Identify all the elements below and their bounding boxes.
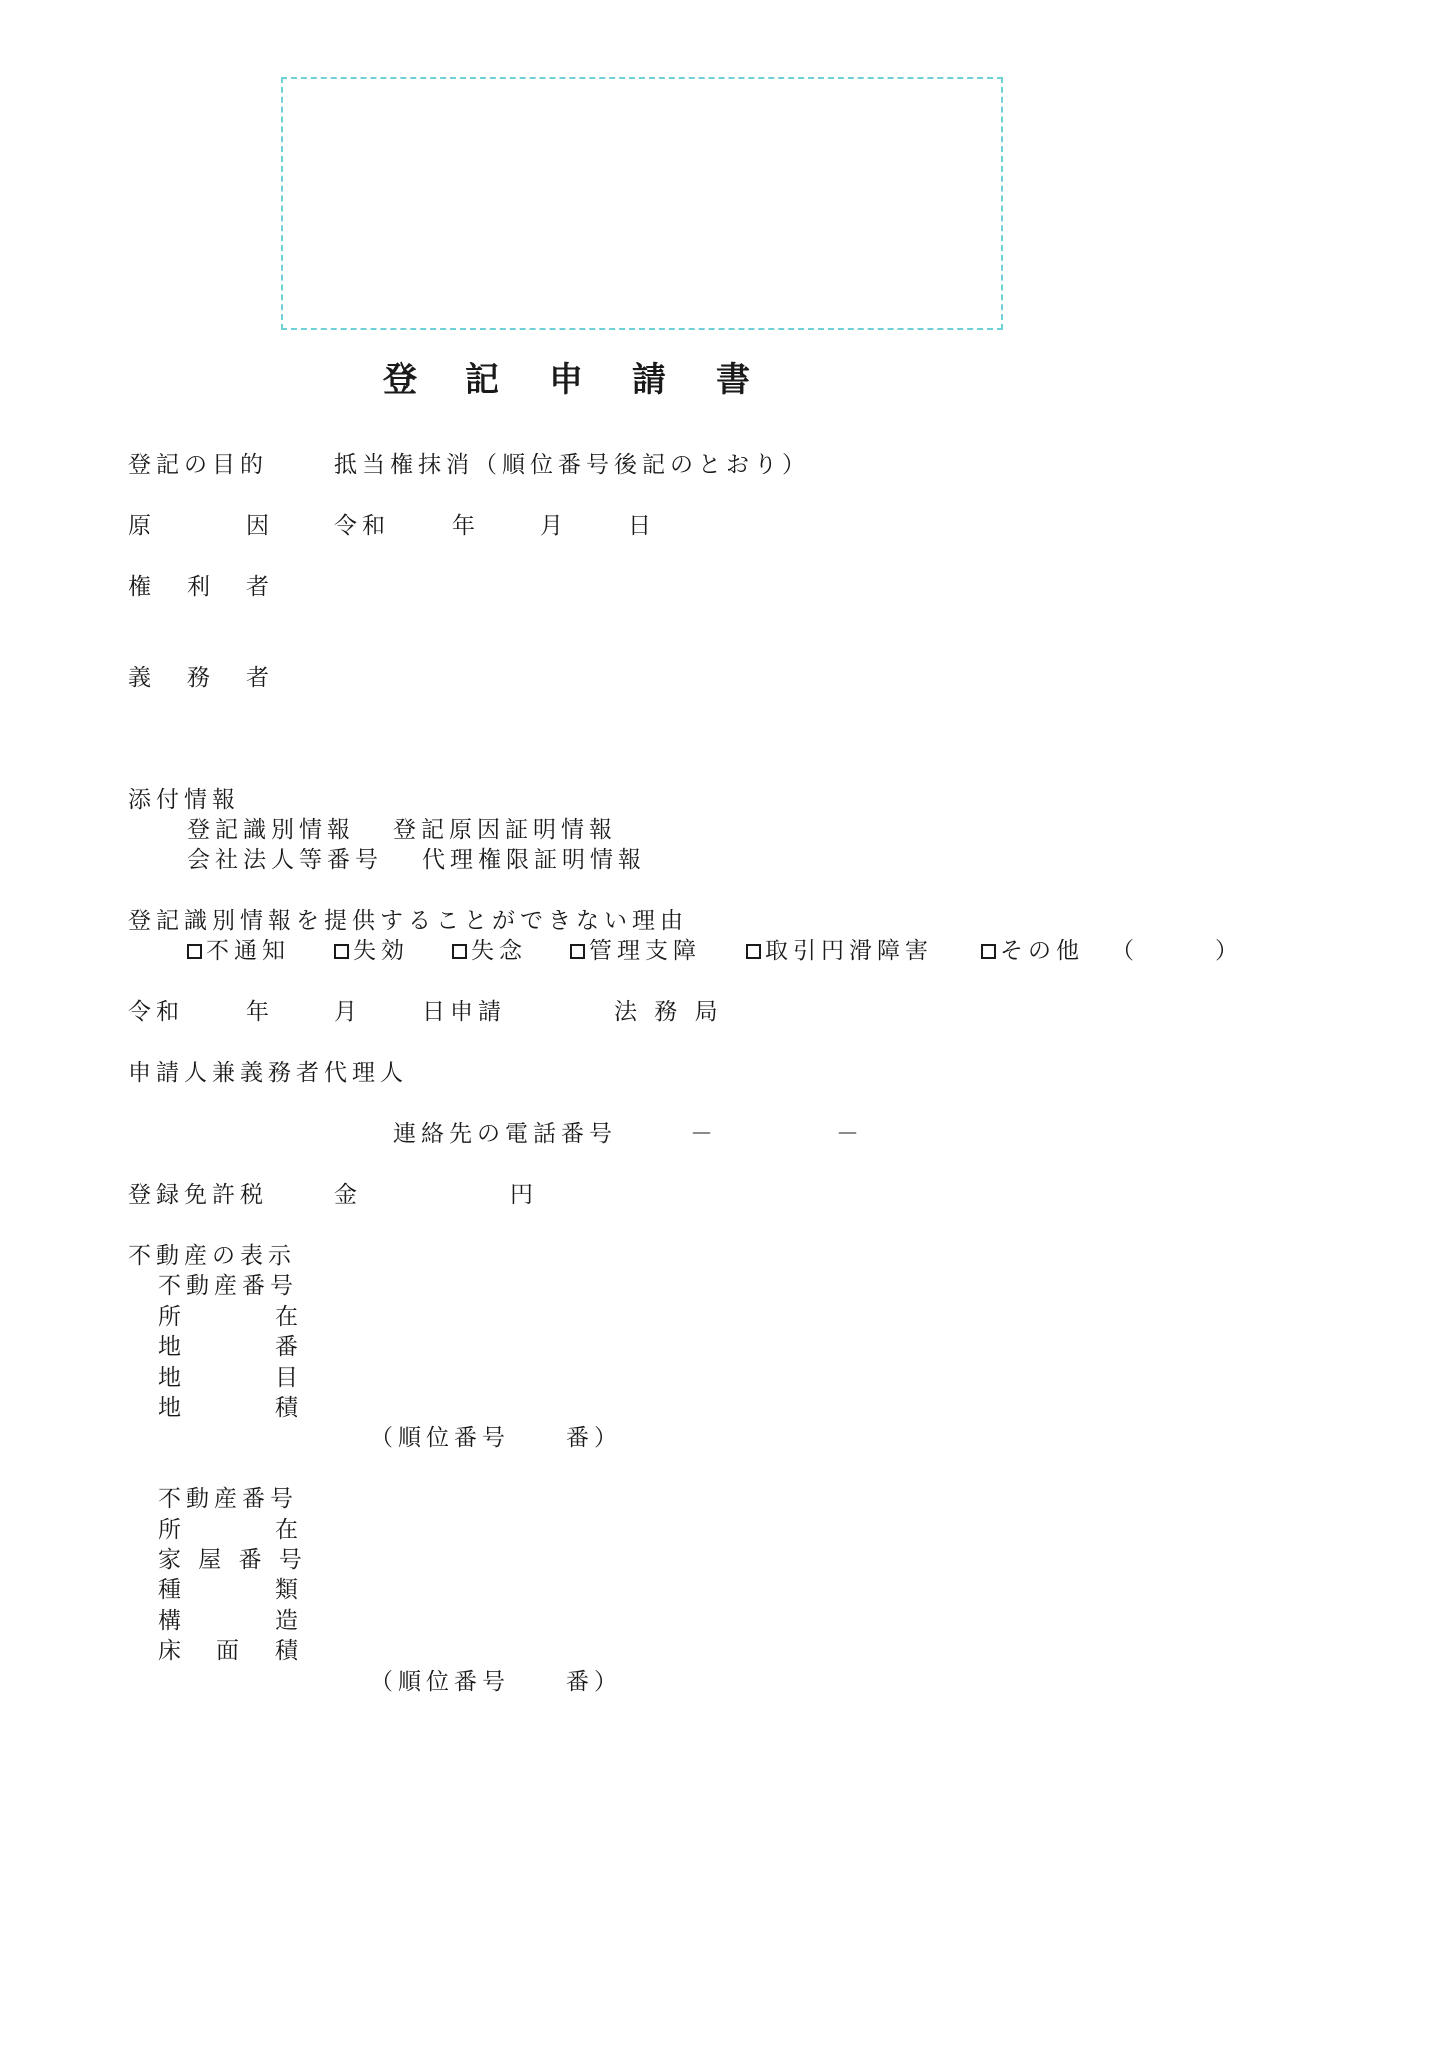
tax-suffix: 円 xyxy=(510,1182,538,1208)
cause-year: 年 xyxy=(452,513,480,539)
land-area-label-2: 積 xyxy=(275,1395,303,1421)
attachment-item: 登記原因証明情報 xyxy=(393,817,617,843)
reason-heading: 登記識別情報を提供することができない理由 xyxy=(128,908,688,934)
attachments-heading: 添付情報 xyxy=(128,787,240,813)
reason-option-forgotten[interactable]: 失念 xyxy=(452,936,527,966)
title-char-3: 申 xyxy=(549,360,583,400)
building-structure-label-2: 造 xyxy=(275,1608,303,1634)
reason-option-management-obstacle[interactable]: 管理支障 xyxy=(570,936,701,966)
attachment-item: 登記識別情報 xyxy=(187,817,355,843)
reason-other-close-paren: ） xyxy=(1215,938,1243,964)
reason-other-open-paren: （ xyxy=(1111,938,1139,964)
cause-era: 令和 xyxy=(334,513,390,539)
application-era: 令和 xyxy=(128,999,184,1025)
building-kind-label-1: 種 xyxy=(158,1577,186,1603)
title-char-2: 記 xyxy=(465,360,499,400)
building-house-number-label: 家 屋 番 号 xyxy=(158,1547,307,1573)
land-property-number-label: 不動産番号 xyxy=(158,1273,298,1299)
building-floor-area-label-2: 面 xyxy=(216,1638,244,1664)
legal-affairs-bureau: 法 務 局 xyxy=(614,999,723,1025)
title-char-1: 登 xyxy=(383,360,417,400)
building-location-label-2: 在 xyxy=(275,1517,303,1543)
right-holder-char-1: 権 xyxy=(128,574,156,600)
application-year: 年 xyxy=(246,999,274,1025)
attachment-item: 代理権限証明情報 xyxy=(422,847,646,873)
building-kind-label-2: 類 xyxy=(275,1577,303,1603)
title-char-5: 書 xyxy=(716,360,750,400)
checkbox[interactable] xyxy=(452,944,467,959)
application-month: 月 xyxy=(334,999,362,1025)
building-rank-number: （順位番号 番） xyxy=(370,1669,622,1695)
building-location-label-1: 所 xyxy=(158,1517,186,1543)
checkbox[interactable] xyxy=(187,944,202,959)
agent-label: 申請人兼義務者代理人 xyxy=(128,1060,408,1086)
land-category-label-2: 目 xyxy=(275,1365,303,1391)
right-holder-char-3: 者 xyxy=(246,574,274,600)
property-heading: 不動産の表示 xyxy=(128,1243,296,1269)
reason-option-expired[interactable]: 失効 xyxy=(334,936,409,966)
tax-prefix: 金 xyxy=(334,1182,362,1208)
phone-label: 連絡先の電話番号 xyxy=(393,1121,617,1147)
building-structure-label-1: 構 xyxy=(158,1608,186,1634)
obligor-char-3: 者 xyxy=(246,665,274,691)
phone-dash-2: － xyxy=(836,1121,864,1147)
right-holder-char-2: 利 xyxy=(187,574,215,600)
land-lot-label-1: 地 xyxy=(158,1334,186,1360)
purpose-label: 登記の目的 xyxy=(128,452,268,478)
reason-option-transaction-obstacle[interactable]: 取引円滑障害 xyxy=(746,936,933,966)
checkbox[interactable] xyxy=(334,944,349,959)
purpose-value: 抵当権抹消（順位番号後記のとおり） xyxy=(334,452,810,478)
reason-option-other[interactable]: その他 xyxy=(981,936,1084,966)
cause-month: 月 xyxy=(540,513,568,539)
cause-day: 日 xyxy=(628,513,656,539)
obligor-char-2: 務 xyxy=(187,665,215,691)
phone-dash-1: － xyxy=(690,1121,718,1147)
cause-label-1: 原 xyxy=(128,513,156,539)
checkbox[interactable] xyxy=(746,944,761,959)
land-location-label-2: 在 xyxy=(275,1304,303,1330)
application-day: 日申請 xyxy=(422,999,506,1025)
checkbox[interactable] xyxy=(570,944,585,959)
reason-option-non-notification[interactable]: 不通知 xyxy=(187,936,290,966)
land-rank-number: （順位番号 番） xyxy=(370,1425,622,1451)
building-floor-area-label-1: 床 xyxy=(158,1638,186,1664)
land-location-label-1: 所 xyxy=(158,1304,186,1330)
land-lot-label-2: 番 xyxy=(275,1334,303,1360)
title-char-4: 請 xyxy=(632,360,666,400)
building-property-number-label: 不動産番号 xyxy=(158,1486,298,1512)
building-floor-area-label-3: 積 xyxy=(275,1638,303,1664)
cause-label-2: 因 xyxy=(246,513,274,539)
obligor-char-1: 義 xyxy=(128,665,156,691)
land-category-label-1: 地 xyxy=(158,1365,186,1391)
land-area-label-1: 地 xyxy=(158,1395,186,1421)
tax-label: 登録免許税 xyxy=(128,1182,268,1208)
revenue-stamp-area xyxy=(281,77,1003,330)
checkbox[interactable] xyxy=(981,944,996,959)
attachment-item: 会社法人等番号 xyxy=(187,847,383,873)
